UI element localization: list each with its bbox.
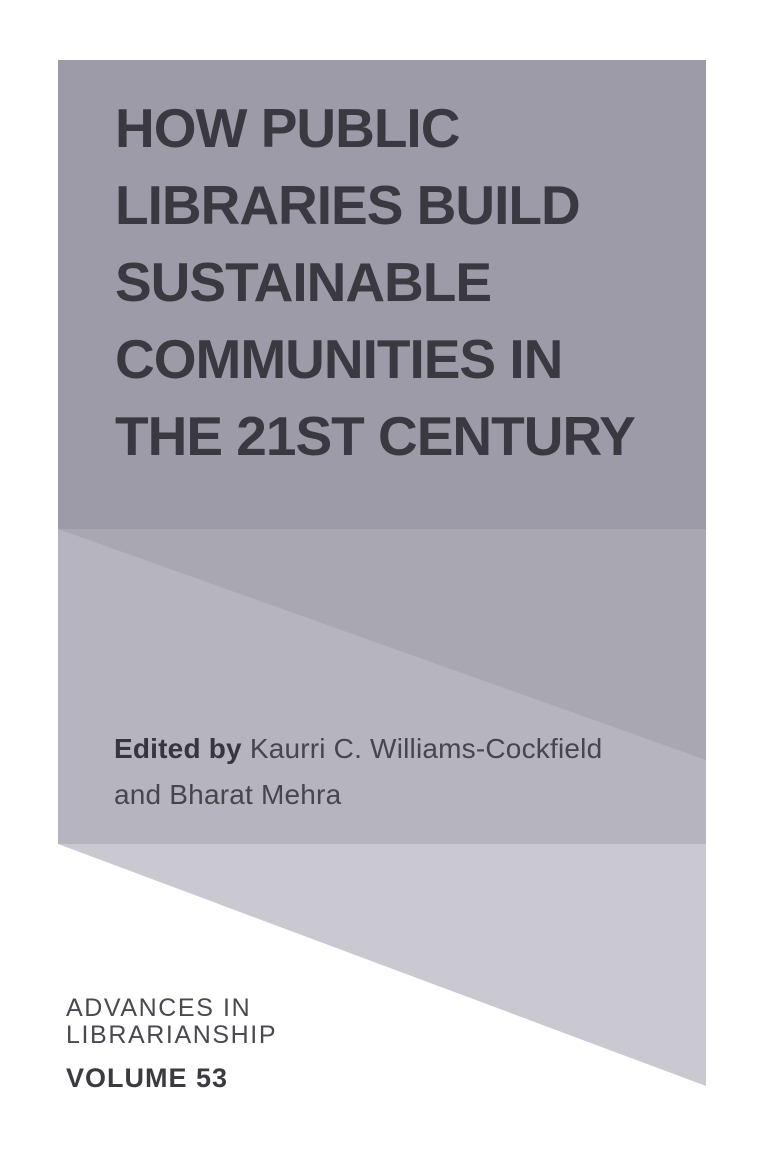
book-cover — [58, 60, 706, 1093]
editors-line-1 — [114, 726, 654, 772]
title-line-5: THE 21ST CENTURY — [115, 405, 635, 467]
title-line-2: LIBRARIES BUILD — [115, 174, 580, 236]
title-line-3: SUSTAINABLE — [115, 251, 492, 313]
book-title — [115, 90, 675, 475]
series-line-2: LIBRARIANSHIP — [66, 1021, 278, 1049]
volume-number: VOLUME 53 — [66, 1063, 229, 1093]
edited-by-label: Edited by — [114, 733, 242, 764]
series-line-1: ADVANCES IN — [66, 994, 252, 1022]
editor-names-line1: Kaurri C. Williams-Cockfield — [249, 733, 603, 764]
series-name — [66, 995, 277, 1049]
title-line-4: COMMUNITIES IN — [115, 328, 563, 390]
editor-names-line2: and Bharat Mehra — [114, 779, 342, 810]
title-line-1: HOW PUBLIC — [115, 97, 460, 159]
editors-block — [114, 726, 654, 818]
